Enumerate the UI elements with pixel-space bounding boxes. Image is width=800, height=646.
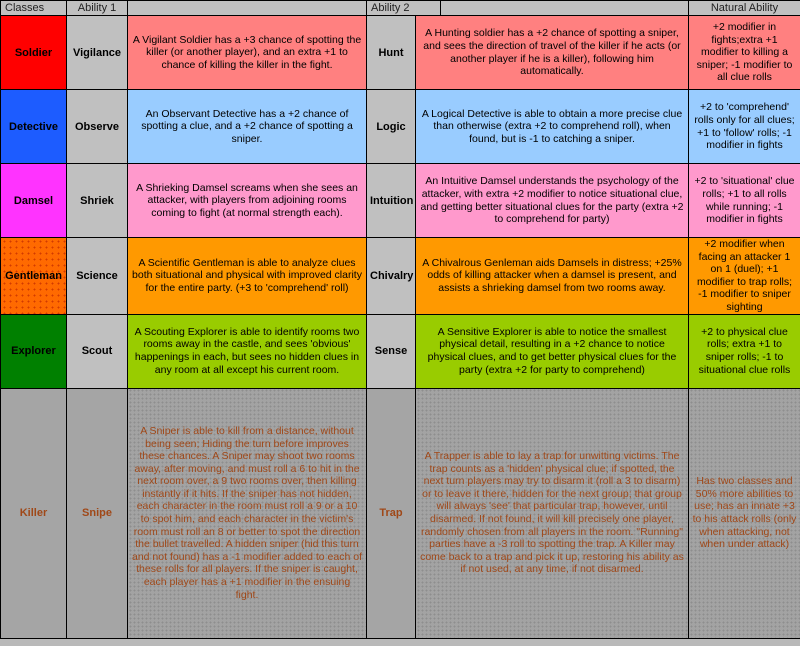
class-soldier: Soldier (1, 16, 67, 90)
desc2-damsel: An Intuitive Damsel understands the psychology of the attacker, with extra +2 modifier to notice situational clue, and getting better situational clues for the party (extra +2 to comprehend for party) (416, 164, 689, 238)
ability1-gentleman: Science (67, 238, 128, 315)
class-killer: Killer (1, 388, 67, 638)
ability1-explorer: Scout (67, 314, 128, 388)
class-detective: Detective (1, 90, 67, 164)
explorer-row (1, 314, 800, 388)
class-damsel: Damsel (1, 164, 67, 238)
header-row (1, 1, 800, 16)
header-classes: Classes (1, 1, 67, 16)
header-ability2: Ability 2 (367, 1, 441, 16)
desc1-detective: An Observant Detective has a +2 chance of spotting a clue, and a +2 chance of spotting a sniper. (128, 90, 367, 164)
detective-row (1, 90, 800, 164)
soldier-row (1, 16, 800, 90)
header-ability1: Ability 1 (67, 1, 128, 16)
ability2-detective: Logic (367, 90, 416, 164)
natural-damsel: +2 to 'situational' clue rolls; +1 to all rolls while running; -1 modifier in fights (689, 164, 800, 238)
desc1-soldier: A Vigilant Soldier has a +3 chance of spotting the killer (or another player), and an extra +1 to chance of killing the killer in the fight. (128, 16, 367, 90)
desc1-damsel: A Shrieking Damsel screams when she sees an attacker, with players from adjoining rooms coming to fight (at normal strength each). (128, 164, 367, 238)
desc2-explorer: A Sensitive Explorer is able to notice the smallest physical detail, resulting in a +2 chance to notice physical clues, and to get better physical clues for the party (extra +2 for party to comprehend) (416, 314, 689, 388)
ability2-soldier: Hunt (367, 16, 416, 90)
natural-explorer: +2 to physical clue rolls; extra +1 to sniper rolls; -1 to situational clue rolls (689, 314, 800, 388)
killer-row (1, 388, 800, 638)
ability2-damsel: Intuition (367, 164, 416, 238)
desc2-soldier: A Hunting soldier has a +2 chance of spotting a sniper, and sees the direction of travel of the killer if he acts (or another player if he is a killer), following him automatically. (416, 16, 689, 90)
damsel-row (1, 164, 800, 238)
desc1-explorer: A Scouting Explorer is able to identify rooms two rooms away in the castle, and sees 'obvious' happenings in each, but sees no hidden clues in any room at all except his current room. (128, 314, 367, 388)
header-blank-2 (441, 1, 689, 16)
class-gentleman: Gentleman (1, 238, 67, 315)
desc2-killer: A Trapper is able to lay a trap for unwitting victims. The trap counts as a 'hidden' physical clue; if spotted, the next turn players may try to disarm it (roll a 3 to disarm) or to leave it there, hidden for the next group; that group will always 'see' that particular trap, however, until disarmed. If not found, it will kill precisely one player, randomly chosen from all players in the room. "Running" parties have a -3 roll to spotting the trap. A Killer may come back to a trap and pick it up, restoring his ability as if not used, at any time, if not disarmed. (416, 388, 689, 638)
ability1-killer: Snipe (67, 388, 128, 638)
header-blank-1 (128, 1, 367, 16)
natural-soldier: +2 modifier in fights;extra +1 modifier to killing a sniper; -1 modifier to all clue rolls (689, 16, 800, 90)
header-natural: Natural Ability (689, 1, 800, 16)
ability2-explorer: Sense (367, 314, 416, 388)
ability1-detective: Observe (67, 90, 128, 164)
natural-gentleman: +2 modifier when facing an attacker 1 on 1 (duel); +1 modifier to trap rolls; -1 modifier to sniper sighting (689, 238, 800, 315)
natural-killer: Has two classes and 50% more abilities to use; has an innate +3 to his attack rolls (only when attacking, not when under attack) (689, 388, 800, 638)
gentleman-row (1, 238, 800, 315)
class-explorer: Explorer (1, 314, 67, 388)
desc1-gentleman: A Scientific Gentleman is able to analyze clues both situational and physical with improved clarity for the entire party. (+3 to 'comprehend' roll) (128, 238, 367, 315)
natural-detective: +2 to 'comprehend' rolls only for all clues; +1 to 'follow' rolls; -1 modifier in fights (689, 90, 800, 164)
ability2-gentleman: Chivalry (367, 238, 416, 315)
ability2-killer: Trap (367, 388, 416, 638)
desc2-detective: A Logical Detective is able to obtain a more precise clue than otherwise (extra +2 to comprehend roll), when found, but is -1 to catching a sniper. (416, 90, 689, 164)
desc1-killer: A Sniper is able to kill from a distance, without being seen; Hiding the turn before improves these chances. A Sniper may shoot two rooms away, after moving, and must roll a 6 to hit in the next room over, a 9 two rooms over, then killing instantly if it hits. If the sniper has not hidden, each character in the room must roll a 9 or a 10 to spot him, and each character in the victim's room must roll an 8 or better to spot the direction the bullet travelled. A hidden sniper (hid this turn and not found) has a -1 modifier added to each of these rolls for all players. If the sniper is caught, each player has a +1 modifier in the ensuing fight. (128, 388, 367, 638)
ability1-damsel: Shriek (67, 164, 128, 238)
desc2-gentleman: A Chivalrous Genleman aids Damsels in distress; +25% odds of killing attacker when a damsel is present, and assists a shrieking damsel from two rooms away. (416, 238, 689, 315)
ability1-soldier: Vigilance (67, 16, 128, 90)
